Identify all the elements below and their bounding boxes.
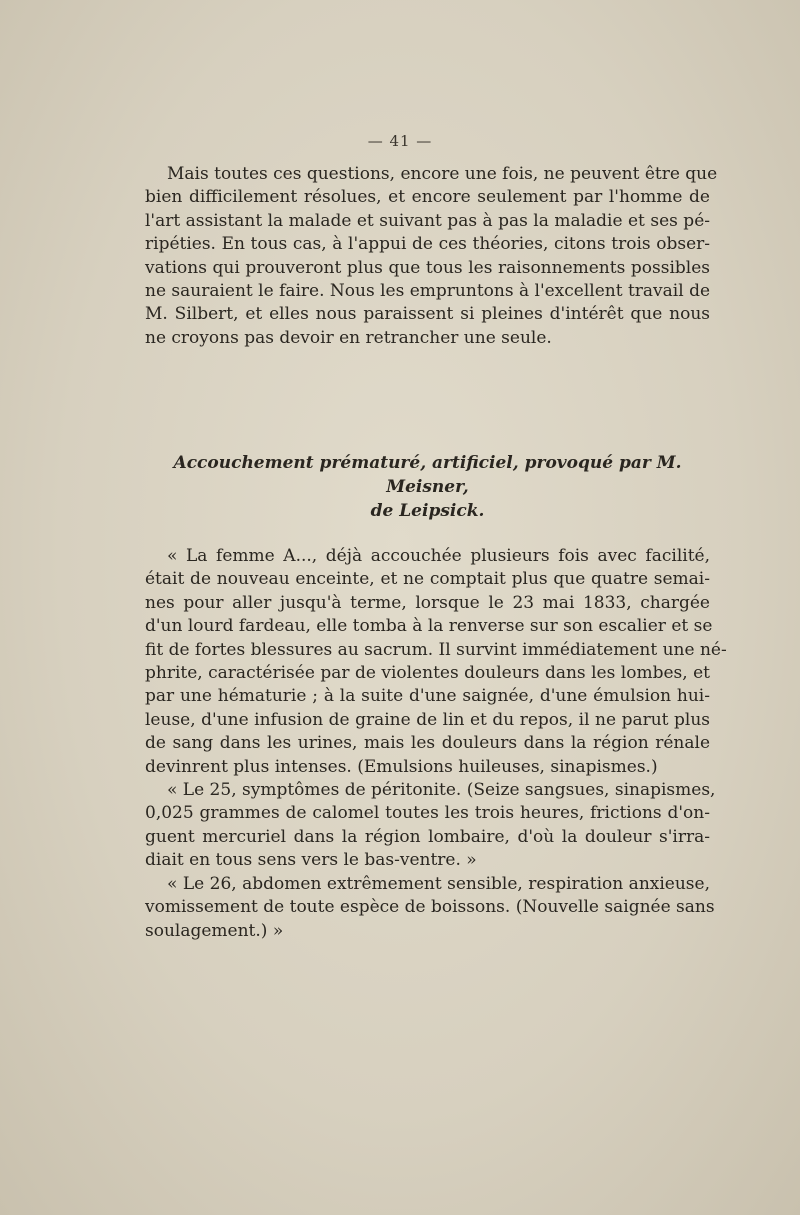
- text-line: « La femme A..., déjà accouchée plusieurs fois avec facilité,: [167, 546, 710, 566]
- text-line: « Le 25, symptômes de péritonite. (Seize sangsues, sinapismes,: [167, 780, 716, 801]
- text-line: bien difficilement résolues, et encore seulement par l'homme de: [145, 187, 710, 208]
- section-heading: [145, 451, 710, 523]
- text-line: guent mercuriel dans la région lombaire, d'où la douleur s'irra-: [145, 826, 710, 847]
- text-line: vations qui prouveront plus que tous les raisonnements possibles: [145, 257, 710, 278]
- text-line: phrite, caractérisée par de violentes douleurs dans les lombes, et: [145, 663, 710, 684]
- text-line: devinrent plus intenses. (Emulsions huileuses, sinapismes.): [145, 756, 658, 777]
- intro-paragraph: [145, 163, 718, 350]
- text-line: ne croyons pas devoir en retrancher une seule.: [145, 327, 552, 348]
- text-line: ripéties. En tous cas, à l'appui de ces théories, citons trois obser-: [145, 234, 710, 255]
- text-line: fit de fortes blessures au sacrum. Il survint immédiatement une né-: [145, 639, 727, 660]
- text-line: était de nouveau enceinte, et ne comptait plus que quatre semai-: [145, 569, 710, 590]
- text-line: M. Silbert, et elles nous paraissent si pleines d'intérêt que nous: [145, 304, 710, 325]
- text-line: « Le 26, abdomen extrêmement sensible, respiration anxieuse,: [167, 873, 710, 894]
- text-line: par une hématurie ; à la suite d'une saignée, d'une émulsion hui-: [145, 686, 710, 707]
- text-line: l'art assistant la malade et suivant pas à pas la maladie et ses pé-: [145, 210, 710, 231]
- text-line: 0,025 grammes de calomel toutes les trois heures, frictions d'on-: [145, 803, 710, 824]
- page-number: — 41 —: [367, 132, 433, 150]
- text-line: vomissement de toute espèce de boissons. (Nouvelle saignée sans: [145, 897, 715, 918]
- text-line: ne sauraient le faire. Nous les empruntons à l'excellent travail de: [145, 281, 711, 302]
- text-line: Mais toutes ces questions, encore une fois, ne peuvent être que: [167, 164, 718, 184]
- text-line: d'un lourd fardeau, elle tomba à la renverse sur son escalier et se: [145, 616, 713, 637]
- text-line: nes pour aller jusqu'à terme, lorsque le 23 mai 1833, chargée: [145, 592, 710, 613]
- text-line: de sang dans les urines, mais les douleurs dans la région rénale: [145, 733, 710, 754]
- section-heading-line: Accouchement prématuré, artificiel, provoqué par M. Meisner,: [173, 453, 682, 497]
- text-line: diait en tous sens vers le bas-ventre. »: [145, 850, 477, 871]
- text-line: leuse, d'une infusion de graine de lin et du repos, il ne parut plus: [145, 709, 710, 730]
- section-heading-line: de Leipsick.: [370, 501, 485, 521]
- text-line: soulagement.) »: [145, 920, 284, 941]
- case-report: [145, 545, 727, 943]
